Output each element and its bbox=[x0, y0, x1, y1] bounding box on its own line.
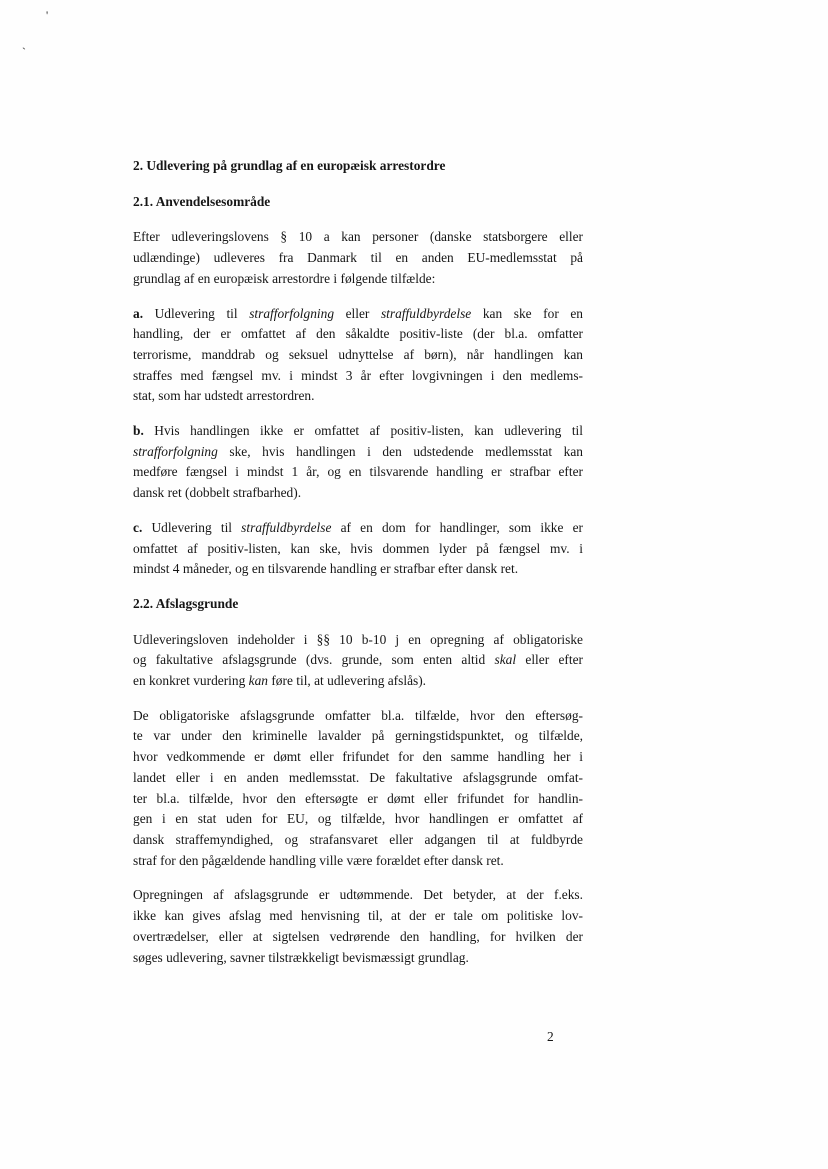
text-run: mindst 4 måneder, og en tilsvarende handling er strafbar efter dansk ret. bbox=[133, 561, 519, 577]
text-line bbox=[133, 421, 583, 442]
subsection-heading bbox=[133, 192, 583, 213]
text-line bbox=[133, 227, 583, 248]
text-line bbox=[133, 927, 583, 948]
text-run: stat, som har udstedt arrestordren. bbox=[133, 388, 315, 404]
text-run: straf for den pågældende handling ville være forældet efter dansk ret. bbox=[133, 852, 504, 868]
scan-artifact-mark: ' bbox=[46, 8, 49, 22]
text-run: ske, hvis handlingen i den udstedende medlemsstat kan bbox=[217, 443, 583, 459]
bold-text: 2. Udlevering på grundlag af en europæisk arrestordre bbox=[133, 158, 446, 173]
text-run: overtrædelser, eller at sigtelsen vedrørende den handling, for hvilken der bbox=[133, 928, 583, 944]
paragraph-item-b bbox=[133, 421, 583, 504]
text-run: terrorisme, manddrab og seksuel udnyttelse af børn), når handlingen kan bbox=[133, 346, 583, 362]
text-line bbox=[133, 483, 583, 504]
scan-artifact-mark: ` bbox=[22, 45, 26, 59]
italic-text: strafforfolgning bbox=[133, 443, 218, 459]
text-line bbox=[133, 539, 583, 560]
text-line bbox=[133, 518, 583, 539]
text-line bbox=[133, 851, 583, 872]
paragraph-afslagsgrunde-1 bbox=[133, 630, 583, 692]
italic-text: strafforfolgning bbox=[249, 305, 335, 321]
text-run: Hvis handlingen ikke er omfattet af positiv-listen, kan udlevering til bbox=[143, 423, 583, 439]
text-line bbox=[133, 594, 583, 615]
text-run: af en dom for handlinger, som ikke er bbox=[331, 519, 583, 535]
text-line bbox=[133, 630, 583, 651]
text-run: en konkret vurdering bbox=[133, 673, 249, 689]
text-run: udlændinge) udleveres fra Danmark til en anden EU-medlemsstat på bbox=[133, 250, 583, 266]
text-line bbox=[133, 304, 583, 325]
text-line bbox=[133, 768, 583, 789]
text-line bbox=[133, 671, 583, 692]
text-run: eller bbox=[334, 305, 381, 321]
text-run: Udlevering til bbox=[143, 305, 250, 321]
italic-text: straffuldbyrdelse bbox=[380, 305, 472, 321]
text-line bbox=[133, 345, 583, 366]
bold-text: c. bbox=[133, 519, 143, 535]
text-line bbox=[133, 269, 583, 290]
text-run: Udlevering til bbox=[142, 519, 242, 535]
text-run: landet eller i en anden medlemsstat. De fakultative afslagsgrunde omfat- bbox=[133, 769, 583, 785]
italic-text: straffuldbyrdelse bbox=[241, 519, 332, 535]
text-run: dansk ret (dobbelt strafbarhed). bbox=[133, 485, 302, 501]
text-line bbox=[133, 948, 583, 969]
text-run: medføre fængsel i mindst 1 år, og en tilsvarende handling er strafbar efter bbox=[133, 464, 583, 480]
text-line bbox=[133, 706, 583, 727]
page-number: 2 bbox=[547, 1029, 554, 1044]
text-line bbox=[133, 726, 583, 747]
text-run: straffes med fængsel mv. i mindst 3 år efter lovgivningen i den medlems- bbox=[133, 367, 583, 383]
text-run: og fakultative afslagsgrunde (dvs. grunde, som enten altid bbox=[133, 652, 495, 668]
text-line bbox=[133, 324, 583, 345]
text-run: gen i en stat uden for EU, og tilfælde, hvor handlingen er omfattet af bbox=[133, 811, 583, 827]
text-run: Opregningen af afslagsgrunde er udtømmende. Det betyder, at der f.eks. bbox=[133, 887, 583, 903]
text-run: dansk straffemyndighed, og strafansvaret eller adgangen til at fuldbyrde bbox=[133, 831, 583, 847]
text-run: ikke kan gives afslag med henvisning til, at der er tale om politiske lov- bbox=[133, 908, 583, 924]
text-run: ter bl.a. tilfælde, hvor den eftersøgte er dømt eller frifundet for handlin- bbox=[133, 790, 583, 806]
italic-text: skal bbox=[494, 652, 517, 668]
paragraph-afslagsgrunde-2 bbox=[133, 706, 583, 872]
text-run: føre til, at udlevering afslås). bbox=[268, 673, 427, 689]
text-line bbox=[133, 885, 583, 906]
bold-text: 2.1. Anvendelsesområde bbox=[133, 193, 271, 209]
text-run: grundlag af en europæisk arrestordre i følgende tilfælde: bbox=[133, 270, 436, 286]
text-run: handling, der er omfattet af den såkaldte positiv-liste (der bl.a. omfatter bbox=[133, 326, 583, 342]
text-line bbox=[133, 192, 583, 213]
text-line bbox=[133, 248, 583, 269]
paragraph-item-a bbox=[133, 304, 583, 408]
text-line bbox=[133, 462, 583, 483]
section-heading bbox=[133, 156, 583, 177]
text-line bbox=[133, 747, 583, 768]
paragraph-afslagsgrunde-3 bbox=[133, 885, 583, 968]
text-run: te var under den kriminelle lavalder på gerningstidspunktet, og tilfælde, bbox=[133, 728, 583, 744]
text-run: kan ske for en bbox=[471, 305, 583, 321]
text-run: De obligatoriske afslagsgrunde omfatter bl.a. tilfælde, hvor den eftersøg- bbox=[133, 707, 583, 723]
text-run: Udleveringsloven indeholder i §§ 10 b-10 j en opregning af obligatoriske bbox=[133, 631, 583, 647]
italic-text: kan bbox=[248, 673, 268, 689]
text-run: eller efter bbox=[516, 652, 583, 668]
bold-text: a. bbox=[133, 305, 144, 321]
text-run: Efter udleveringslovens § 10 a kan personer (danske statsborgere eller bbox=[133, 229, 583, 245]
text-run: omfattet af positiv-listen, kan ske, hvis dommen lyder på fængsel mv. i bbox=[133, 540, 583, 556]
bold-text: 2.2. Afslagsgrunde bbox=[133, 595, 239, 611]
subsection-heading-2 bbox=[133, 594, 583, 615]
text-line bbox=[133, 906, 583, 927]
text-line bbox=[133, 650, 583, 671]
text-line bbox=[133, 789, 583, 810]
text-run: hvor vedkommende er dømt eller frifundet for den samme handling her i bbox=[133, 749, 583, 765]
text-line bbox=[133, 559, 583, 580]
text-line bbox=[133, 830, 583, 851]
text-run: søges udlevering, savner tilstrækkeligt bevismæssigt grundlag. bbox=[133, 949, 469, 965]
text-line bbox=[133, 809, 583, 830]
text-line bbox=[133, 156, 583, 177]
paragraph-intro bbox=[133, 227, 583, 289]
document-body bbox=[133, 156, 583, 982]
text-line bbox=[133, 366, 583, 387]
text-line bbox=[133, 442, 583, 463]
paragraph-item-c bbox=[133, 518, 583, 580]
bold-text: b. bbox=[133, 423, 144, 439]
text-line bbox=[133, 386, 583, 407]
